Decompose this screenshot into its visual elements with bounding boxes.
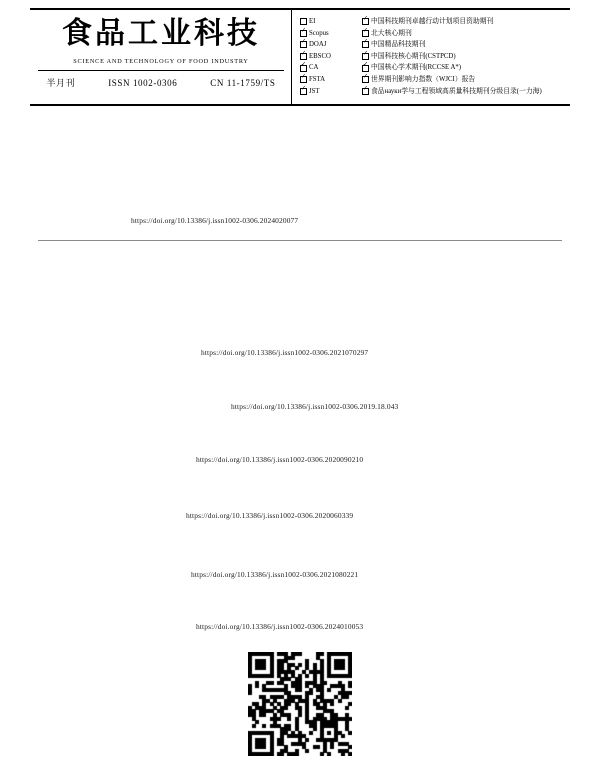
index-label: 中国核心学术期刊(RCCSE A*) xyxy=(371,64,462,72)
index-label: 食品науки学与工程领域高质量科技期刊分级目录(一力海) xyxy=(371,87,542,95)
checkbox-checked-icon xyxy=(362,41,369,48)
doi-link-6[interactable]: https://doi.org/10.13386/j.issn1002-0306.2024010053 xyxy=(196,622,364,631)
index-item-right-5 xyxy=(362,74,570,86)
checkbox-checked-icon xyxy=(362,88,369,95)
cn-number: CN 11-1759/TS xyxy=(210,77,276,88)
index-label: 中国科技期刊卓越行动计划项目资助期刊 xyxy=(371,18,494,25)
checkbox-checked-icon xyxy=(300,88,307,95)
qr-code[interactable] xyxy=(248,652,352,756)
index-label: Scopus xyxy=(309,29,329,37)
index-label: 世界期刊影响力指数（WJCI）报告 xyxy=(371,75,476,83)
horizontal-rule-0 xyxy=(38,240,562,241)
index-label: 中国精品科技期刊 xyxy=(371,41,426,49)
publication-frequency: 半月刊 xyxy=(46,78,76,88)
doi-link-2[interactable]: https://doi.org/10.13386/j.issn1002-0306.2019.18.043 xyxy=(231,402,399,411)
checkbox-checked-icon xyxy=(300,41,307,48)
index-label: 北大核心期刊 xyxy=(371,29,412,37)
masthead-bottom-rule xyxy=(30,104,570,106)
index-item-left-6 xyxy=(300,86,362,98)
doi-link-0[interactable]: https://doi.org/10.13386/j.issn1002-0306.2024020077 xyxy=(131,216,299,225)
checkbox-checked-icon xyxy=(362,76,369,83)
checkbox-checked-icon xyxy=(300,53,307,60)
issn-row xyxy=(30,76,292,89)
checkbox-checked-icon xyxy=(300,76,307,83)
journal-title-english: SCIENCE AND TECHNOLOGY OF FOOD INDUSTRY xyxy=(73,58,249,65)
index-item-right-6 xyxy=(362,86,570,98)
doi-link-3[interactable]: https://doi.org/10.13386/j.issn1002-0306.2020090210 xyxy=(196,455,364,464)
checkbox-checked-icon xyxy=(362,65,369,72)
doi-link-5[interactable]: https://doi.org/10.13386/j.issn1002-0306.2021080221 xyxy=(191,570,359,579)
issn-number: ISSN 1002-0306 xyxy=(108,77,178,88)
checkbox-icon xyxy=(300,18,307,25)
index-label: 中国科技核心期刊(CSTPCD) xyxy=(371,52,456,60)
index-column-left xyxy=(300,16,362,104)
index-item-left-0 xyxy=(300,16,362,28)
index-item-left-4 xyxy=(300,62,362,74)
index-label: EBSCO xyxy=(309,52,331,60)
index-item-left-2 xyxy=(300,39,362,51)
title-divider xyxy=(38,70,284,71)
index-label: EI xyxy=(309,18,316,25)
index-item-left-5 xyxy=(300,74,362,86)
index-item-left-3 xyxy=(300,51,362,63)
index-label: DOAJ xyxy=(309,41,327,49)
checkbox-checked-icon xyxy=(362,53,369,60)
index-label: FSTA xyxy=(309,75,326,83)
masthead xyxy=(30,8,570,106)
journal-title-block xyxy=(30,10,292,104)
checkbox-checked-icon xyxy=(300,65,307,72)
index-column-right xyxy=(362,16,570,104)
index-item-right-4 xyxy=(362,62,570,74)
index-item-right-2 xyxy=(362,39,570,51)
checkbox-checked-icon xyxy=(362,30,369,37)
journal-title-chinese: 食品工业科技 xyxy=(62,16,260,51)
index-item-right-0 xyxy=(362,16,570,28)
index-label: JST xyxy=(309,87,320,95)
checkbox-checked-icon xyxy=(362,18,369,25)
index-list-block xyxy=(292,10,570,104)
index-item-right-3 xyxy=(362,51,570,63)
doi-link-1[interactable]: https://doi.org/10.13386/j.issn1002-0306.2021070297 xyxy=(201,348,369,357)
index-item-left-1 xyxy=(300,28,362,40)
doi-link-4[interactable]: https://doi.org/10.13386/j.issn1002-0306.2020060339 xyxy=(186,511,354,520)
index-item-right-1 xyxy=(362,28,570,40)
checkbox-checked-icon xyxy=(300,30,307,37)
index-label: CA xyxy=(309,64,319,72)
